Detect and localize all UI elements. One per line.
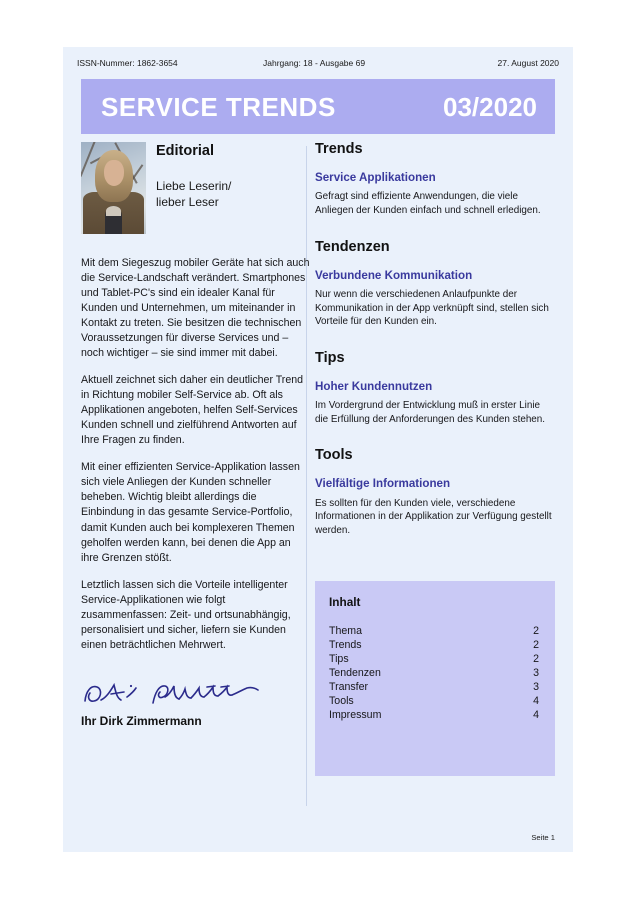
toc-row[interactable]: [329, 639, 539, 653]
section-trends: [315, 142, 555, 218]
section-title: Tools: [315, 447, 353, 464]
toc-page: 2: [533, 652, 539, 665]
section-subtitle: Vielfältige Informationen: [315, 477, 451, 491]
editorial-paragraph: Mit dem Siegeszug mobiler Geräte hat sich auch die Service-Landschaft verändert. Smartphones und Tablet-PC's sind ein idealer Kanal für Kunden und Unternehmen, um miteinander in Kontakt zu treten. Sie besitzen die technischen Voraussetzungen für diverse Services und – noch wichtiger – sie sind immer mit dabei.: [81, 257, 310, 360]
toc-row[interactable]: [329, 667, 539, 681]
toc-row[interactable]: [329, 709, 539, 723]
section-tips: [315, 351, 555, 427]
masthead: [63, 47, 573, 79]
salutation-line-2: lieber Leser: [156, 195, 219, 210]
issue-number: 03/2020: [443, 91, 537, 122]
toc-page: 3: [533, 680, 539, 693]
editorial-titles: [156, 142, 231, 210]
editor-photo: [81, 142, 146, 234]
section-body: Gefragt sind effiziente Anwendungen, die viele Anliegen der Kunden einfach und schnell erledigen.: [315, 191, 541, 216]
issn-number: ISSN-Nummer: 1862-3654: [77, 58, 178, 68]
handwritten-signature-icon: [81, 681, 281, 707]
editorial-header: [81, 142, 311, 234]
page-footer: Seite 1: [531, 833, 555, 842]
toc-row[interactable]: [329, 695, 539, 709]
toc-label: Tips: [329, 652, 349, 665]
photo-face: [104, 160, 124, 186]
toc-label: Thema: [329, 625, 362, 637]
toc-label: Tools: [329, 694, 354, 707]
newsletter-page: [63, 47, 573, 852]
toc-label: Tendenzen: [329, 666, 381, 679]
editorial-column: [81, 142, 311, 728]
publication-date: 27. August 2020: [497, 58, 559, 68]
editor-name: Ihr Dirk Zimmermann: [81, 713, 202, 728]
toc-label: Transfer: [329, 680, 369, 693]
section-title: Tendenzen: [315, 238, 390, 255]
section-body: Nur wenn die verschiedenen Anlaufpunkte der Kommunikation in der App verknüpft sind, stellen sich Vorteile für den Kunden ein.: [315, 288, 549, 328]
section-tendenzen: [315, 240, 555, 329]
toc-heading: Inhalt: [329, 595, 361, 609]
section-subtitle: Service Applikationen: [315, 170, 436, 184]
table-of-contents-box: [315, 581, 555, 776]
section-title: Trends: [315, 141, 363, 157]
section-subtitle: Verbundene Kommunikation: [315, 268, 473, 282]
photo-collar: [106, 206, 121, 216]
editorial-paragraph: Mit einer effizienten Service-Applikation lassen sich viele Anliegen der Kunden schneller beheben. Wichtig bleibt allerdings die Einbindung in das gesamte Service-Portfolio, damit Kunden auch bei komplexeren Themen geholfen werden kann, bei denen die App an ihre Grenzen stößt.: [81, 461, 300, 564]
title-band: [81, 79, 555, 134]
section-body: Im Vordergrund der Entwicklung muß in erster Linie die Erfüllung der Anforderungen des Kunden stehen.: [315, 400, 546, 425]
toc-row[interactable]: [329, 625, 539, 639]
salutation-line-1: Liebe Leserin/: [156, 178, 232, 193]
toc-label: Trends: [329, 638, 362, 651]
toc-page: 4: [533, 708, 539, 721]
section-subtitle: Hoher Kundennutzen: [315, 379, 433, 393]
section-body: Es sollten für den Kunden viele, verschiedene Informationen in der Applikation zur Verfügung gestellt werden.: [315, 497, 552, 536]
toc-page: 4: [533, 694, 539, 707]
newsletter-brand-title: SERVICE TRENDS: [101, 91, 336, 122]
toc-list: [329, 625, 539, 723]
toc-row[interactable]: [329, 681, 539, 695]
editorial-paragraph: Aktuell zeichnet sich daher ein deutlicher Trend in Richtung mobiler Self-Service ab. Oft als Applikationen angeboten, helfen Self-Services Kunden schnell und zielführend Antworten auf Ihre Fragen zu finden.: [81, 374, 304, 447]
toc-page: 2: [533, 638, 539, 651]
sections-column: [315, 142, 555, 560]
section-title: Tips: [315, 349, 345, 366]
toc-row[interactable]: [329, 653, 539, 667]
editorial-heading: Editorial: [156, 143, 215, 159]
toc-label: Impressum: [329, 708, 382, 721]
signature-block: [81, 681, 311, 728]
toc-page: 2: [533, 625, 539, 637]
editorial-paragraph: Letztlich lassen sich die Vorteile intelligenter Service-Applikationen wie folgt zusammenfassen: Zeit- und ortsunabhängig, personalisiert und sicher, liefern sie Kunden einen beträchtlichen Mehrwert.: [81, 578, 291, 651]
toc-page: 3: [533, 666, 539, 679]
section-tools: [315, 448, 555, 537]
editorial-salutation: [156, 178, 231, 210]
volume-issue: Jahrgang: 18 - Ausgabe 69: [263, 58, 366, 68]
